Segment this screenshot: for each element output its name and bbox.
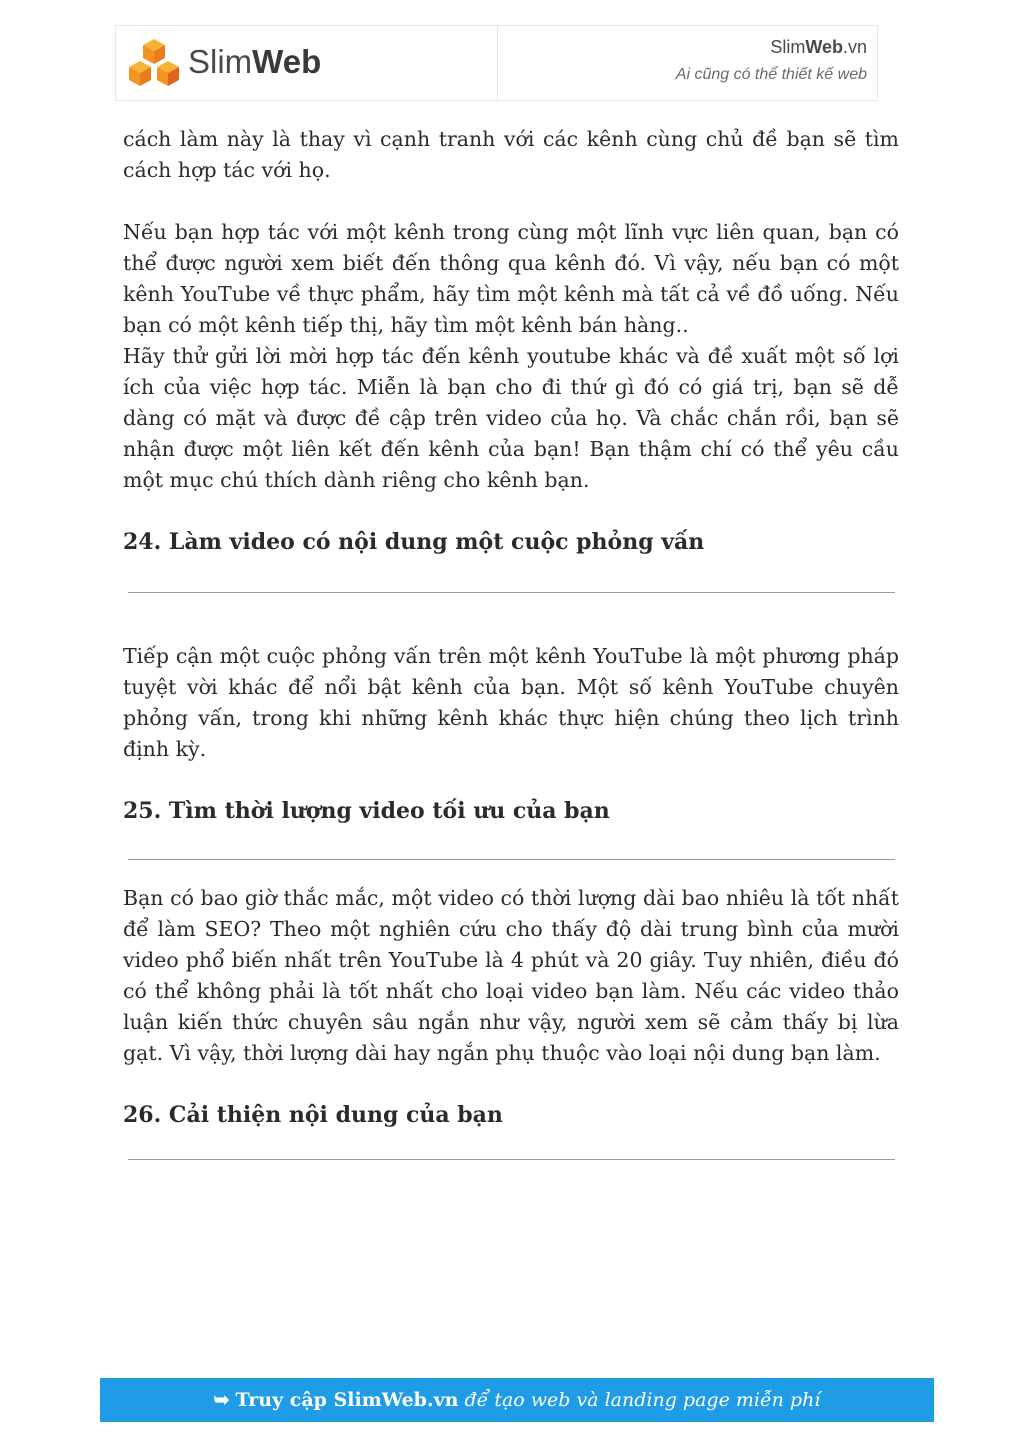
footer-link-text[interactable]: Truy cập SlimWeb.vn xyxy=(235,1389,459,1411)
spacer xyxy=(123,593,899,641)
logo-wordmark[interactable] xyxy=(188,42,321,82)
site-name-slim: Slim xyxy=(770,37,806,57)
spacer xyxy=(123,496,899,527)
spacer xyxy=(123,558,899,592)
paragraph-video-length: Bạn có bao giờ thắc mắc, một video có thời lượng dài bao nhiêu là tốt nhất để làm SEO? Theo một nghiên cứu cho thấy độ dài trung bình của mười video phổ biến nhất trên YouTube là 4 phút và 20 giây. Tuy nhiên, điều đó có thể không phải là tốt nhất cho loại video bạn làm. Nếu các video thảo luận kiến thức chuyên sâu ngắn như vậy, người xem sẽ cảm thấy bị lừa gạt. Vì vậy, thời lượng dài hay ngắn phụ thuộc vào loại nội dung bạn làm. xyxy=(123,886,899,1065)
site-tagline: Ai cũng có thể thiết kế web xyxy=(675,66,867,83)
cubes-logo-icon xyxy=(125,38,183,88)
header-site-info xyxy=(498,26,877,100)
spacer xyxy=(123,186,899,217)
spacer xyxy=(123,1131,899,1159)
paragraph-interview: Tiếp cận một cuộc phỏng vấn trên một kênh YouTube là một phương pháp tuyệt vời khác để nổi bật kênh của bạn. Một số kênh YouTube chuyên phỏng vấn, trong khi những kênh khác thực hiện chúng theo lịch trình định kỳ. xyxy=(123,644,899,761)
header-logo-area xyxy=(116,26,498,100)
logo-slim: Slim xyxy=(188,43,253,80)
site-name-tld: .vn xyxy=(842,37,867,57)
spacer xyxy=(123,765,899,796)
paragraph-collab-intro: cách làm này là thay vì cạnh tranh với các kênh cùng chủ đề bạn sẽ tìm cách hợp tác với họ. xyxy=(123,127,899,182)
spacer xyxy=(123,1069,899,1100)
arrow-icon: ➥ xyxy=(213,1389,230,1411)
heading-24: 24. Làm video có nội dung một cuộc phỏng vấn xyxy=(123,529,705,555)
spacer xyxy=(123,827,899,859)
site-name[interactable] xyxy=(770,37,867,58)
article-content xyxy=(123,124,899,1160)
heading-26: 26. Cải thiện nội dung của bạn xyxy=(123,1102,503,1128)
spacer xyxy=(123,860,899,883)
page-header xyxy=(115,25,878,101)
heading-25: 25. Tìm thời lượng video tối ưu của bạn xyxy=(123,798,610,824)
paragraph-collab-related: Nếu bạn hợp tác với một kênh trong cùng một lĩnh vực liên quan, bạn có thể được người xem biết đến thông qua kênh đó. Vì vậy, nếu bạn có một kênh YouTube về thực phẩm, hãy tìm một kênh mà tất cả về đồ uống. Nếu bạn có một kênh tiếp thị, hãy tìm một kênh bán hàng.. xyxy=(123,220,899,337)
footer-italic-text: để tạo web và landing page miễn phí xyxy=(464,1389,821,1411)
site-name-web: Web xyxy=(805,37,843,57)
footer-cta-banner[interactable] xyxy=(100,1378,934,1422)
section-divider xyxy=(128,1159,895,1160)
paragraph-collab-invite: Hãy thử gửi lời mời hợp tác đến kênh youtube khác và đề xuất một số lợi ích của việc hợp tác. Miễn là bạn cho đi thứ gì đó có giá trị, bạn sẽ dễ dàng có mặt và được đề cập trên video của họ. Và chắc chắn rồi, bạn sẽ nhận được một liên kết đến kênh của bạn! Bạn thậm chí có thể yêu cầu một mục chú thích dành riêng cho kênh bạn. xyxy=(123,344,899,492)
logo-web: Web xyxy=(252,43,322,80)
